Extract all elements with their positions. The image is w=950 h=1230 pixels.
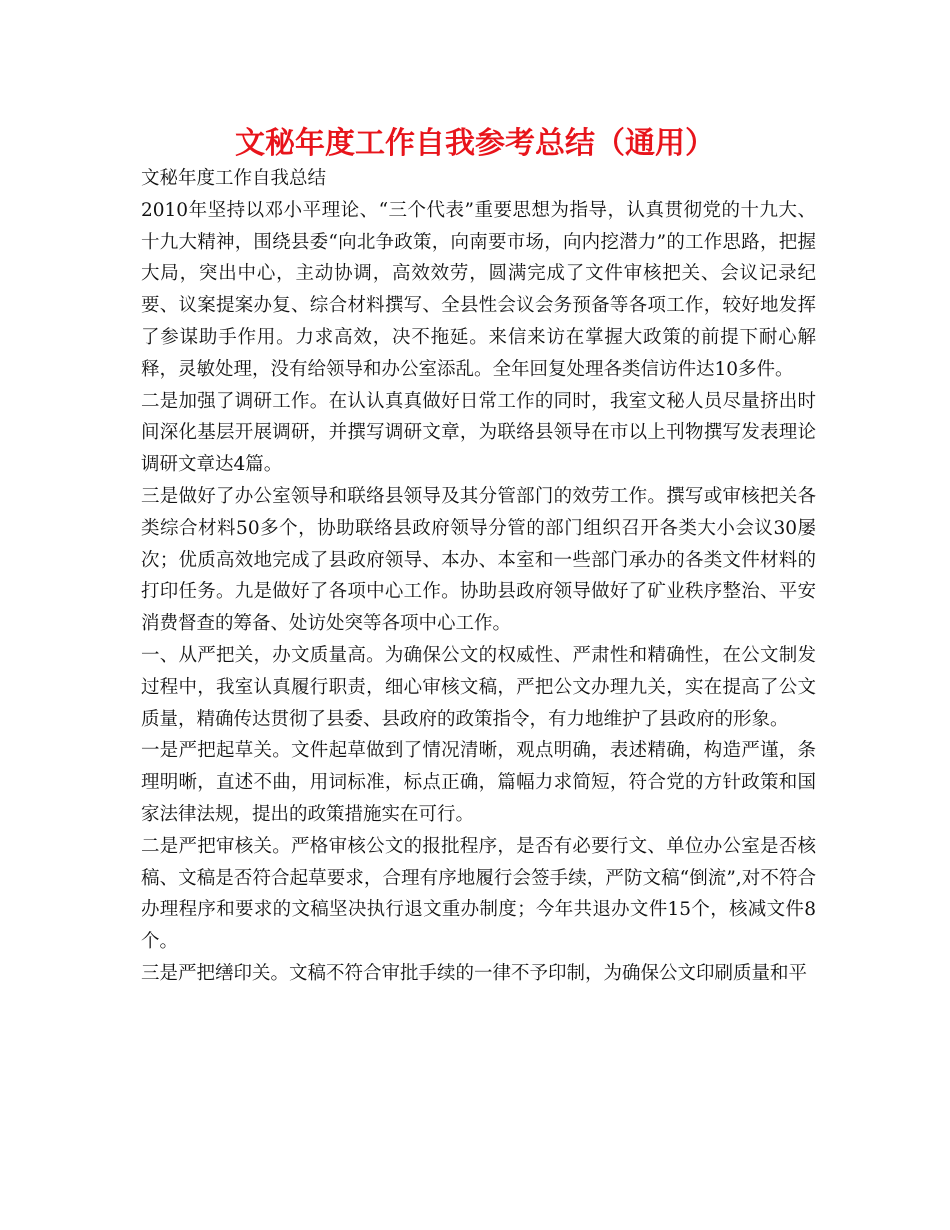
body-paragraph: 三是严把缮印关。文稿不符合审批手续的一律不予印制，为确保公文印刷质量和平 xyxy=(141,962,808,984)
body-paragraph: 一、从严把关，办文质量高。为确保公文的权威性、严肃性和精确性，在公文制发过程中，我室认真履行职责，细心审核文稿，严把公文办理九关，实在提高了公文质量，精确传达贯彻了县委、县政府的政策指令，有力地维护了县政府的形象。 xyxy=(141,644,816,730)
body-paragraph: 二是加强了调研工作。在认认真真做好日常工作的同时，我室文秘人员尽量挤出时间深化基层开展调研，并撰写调研文章，为联络县领导在市以上刊物撰写发表理论调研文章达4篇。 xyxy=(141,390,816,476)
body-paragraph: 2010年坚持以邓小平理论、“三个代表”重要思想为指导，认真贯彻党的十九大、十九大精神，围绕县委“向北争政策，向南要市场，向内挖潜力”的工作思路，把握大局，突出中心，主动协调，高效效劳，圆满完成了文件审核把关、会议记录纪要、议案提案办复、综合材料撰写、全县性会议会务预备等各项工作，较好地发挥了参谋助手作用。力求高效，决不拖延。来信来访在掌握大政策的前提下耐心解释，灵敏处理，没有给领导和办公室添乱。全年回复处理各类信访件达10多件。 xyxy=(141,199,816,380)
subtitle-paragraph: 文秘年度工作自我总结 xyxy=(141,168,327,189)
document-body xyxy=(141,163,816,990)
body-paragraph: 二是严把审核关。严格审核公文的报批程序，是否有必要行文、单位办公室是否核稿、文稿是否符合起草要求，合理有序地履行会签手续，严防文稿“倒流”,对不符合办理程序和要求的文稿坚决执行退文重办制度；今年共退办文件15个，核减文件8个。 xyxy=(141,835,816,953)
body-paragraph: 三是做好了办公室领导和联络县领导及其分管部门的效劳工作。撰写或审核把关各类综合材料50多个，协助联络县政府领导分管的部门组织召开各类大小会议30屡次；优质高效地完成了县政府领导、本办、本室和一些部门承办的各类文件材料的打印任务。九是做好了各项中心工作。协助县政府领导做好了矿业秩序整治、平安消费督查的筹备、处访处突等各项中心工作。 xyxy=(141,485,816,635)
document-title: 文秘年度工作自我参考总结（通用） xyxy=(235,126,715,161)
body-paragraph: 一是严把起草关。文件起草做到了情况清晰，观点明确，表述精确，构造严谨，条理明晰，直述不曲，用词标准，标点正确，篇幅力求简短，符合党的方针政策和国家法律法规，提出的政策措施实在可行。 xyxy=(141,740,816,825)
